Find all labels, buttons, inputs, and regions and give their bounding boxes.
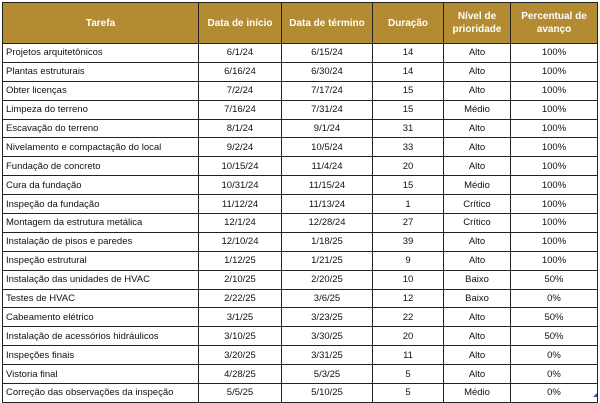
cell-duration[interactable]: 20	[373, 157, 444, 176]
cell-progress[interactable]: 100%	[511, 195, 598, 214]
selection-resize-handle[interactable]	[593, 393, 597, 397]
cell-start-date[interactable]: 10/15/24	[199, 157, 282, 176]
cell-priority[interactable]: Médio	[444, 384, 511, 403]
header-row	[3, 3, 598, 44]
table-row	[3, 289, 598, 308]
cell-task[interactable]: Vistoria final	[3, 365, 199, 384]
cell-end-date[interactable]: 1/21/25	[282, 251, 373, 270]
cell-end-date[interactable]: 3/23/25	[282, 308, 373, 327]
cell-end-date[interactable]: 3/6/25	[282, 289, 373, 308]
cell-progress[interactable]: 100%	[511, 214, 598, 233]
cell-start-date[interactable]: 11/12/24	[199, 195, 282, 214]
cell-end-date[interactable]: 5/3/25	[282, 365, 373, 384]
cell-duration[interactable]: 11	[373, 346, 444, 365]
cell-task[interactable]: Limpeza do terreno	[3, 100, 199, 119]
cell-priority[interactable]: Médio	[444, 176, 511, 195]
cell-priority[interactable]: Alto	[444, 119, 511, 138]
cell-end-date[interactable]: 3/31/25	[282, 346, 373, 365]
cell-progress[interactable]: 100%	[511, 157, 598, 176]
cell-priority[interactable]: Alto	[444, 44, 511, 63]
cell-start-date[interactable]: 10/31/24	[199, 176, 282, 195]
table-row	[3, 270, 598, 289]
cell-task[interactable]: Inspeções finais	[3, 346, 199, 365]
cell-progress[interactable]: 0%	[511, 365, 598, 384]
cell-progress[interactable]: 100%	[511, 62, 598, 81]
cell-priority[interactable]: Alto	[444, 138, 511, 157]
cell-start-date[interactable]: 9/2/24	[199, 138, 282, 157]
table-row	[3, 251, 598, 270]
table-row	[3, 81, 598, 100]
cell-task[interactable]: Inspeção estrutural	[3, 251, 199, 270]
task-schedule-table	[2, 2, 598, 403]
cell-end-date[interactable]: 6/30/24	[282, 62, 373, 81]
cell-duration[interactable]: 31	[373, 119, 444, 138]
table-row	[3, 346, 598, 365]
header-column-duration[interactable]: Duração	[373, 3, 444, 44]
table-header	[3, 3, 598, 44]
table-row	[3, 232, 598, 251]
cell-end-date[interactable]: 11/13/24	[282, 195, 373, 214]
header-column-start-date[interactable]: Data de início	[199, 3, 282, 44]
cell-task[interactable]: Nivelamento e compactação do local	[3, 138, 199, 157]
cell-progress[interactable]: 50%	[511, 327, 598, 346]
cell-progress[interactable]: 100%	[511, 232, 598, 251]
cell-progress[interactable]: 0%	[511, 346, 598, 365]
cell-priority[interactable]: Alto	[444, 157, 511, 176]
cell-progress[interactable]: 100%	[511, 44, 598, 63]
cell-end-date[interactable]: 10/5/24	[282, 138, 373, 157]
cell-end-date[interactable]: 7/17/24	[282, 81, 373, 100]
cell-start-date[interactable]: 3/10/25	[199, 327, 282, 346]
cell-start-date[interactable]: 8/1/24	[199, 119, 282, 138]
table-row	[3, 44, 598, 63]
table-row	[3, 119, 598, 138]
cell-start-date[interactable]: 12/10/24	[199, 232, 282, 251]
cell-priority[interactable]: Crítico	[444, 195, 511, 214]
table-row	[3, 157, 598, 176]
cell-task[interactable]: Montagem da estrutura metálica	[3, 214, 199, 233]
table-row	[3, 176, 598, 195]
cell-end-date[interactable]: 3/30/25	[282, 327, 373, 346]
header-column-task[interactable]: Tarefa	[3, 3, 199, 44]
cell-priority[interactable]: Médio	[444, 100, 511, 119]
cell-duration[interactable]: 14	[373, 44, 444, 63]
cell-duration[interactable]: 5	[373, 365, 444, 384]
cell-end-date[interactable]: 7/31/24	[282, 100, 373, 119]
table-body	[3, 44, 598, 403]
cell-end-date[interactable]: 5/10/25	[282, 384, 373, 403]
cell-end-date[interactable]: 11/4/24	[282, 157, 373, 176]
cell-duration[interactable]: 20	[373, 327, 444, 346]
cell-duration[interactable]: 5	[373, 384, 444, 403]
table-row	[3, 365, 598, 384]
cell-start-date[interactable]: 6/16/24	[199, 62, 282, 81]
cell-task[interactable]: Fundação de concreto	[3, 157, 199, 176]
cell-duration[interactable]: 9	[373, 251, 444, 270]
header-column-end-date[interactable]: Data de término	[282, 3, 373, 44]
cell-start-date[interactable]: 1/12/25	[199, 251, 282, 270]
cell-progress[interactable]: 100%	[511, 176, 598, 195]
cell-priority[interactable]: Alto	[444, 327, 511, 346]
cell-progress[interactable]: 0%	[511, 384, 598, 403]
cell-task[interactable]: Escavação do terreno	[3, 119, 199, 138]
cell-priority[interactable]: Crítico	[444, 214, 511, 233]
cell-priority[interactable]: Alto	[444, 308, 511, 327]
cell-progress[interactable]: 100%	[511, 119, 598, 138]
cell-start-date[interactable]: 3/20/25	[199, 346, 282, 365]
cell-task[interactable]: Projetos arquitetônicos	[3, 44, 199, 63]
cell-task[interactable]: Instalação de acessórios hidráulicos	[3, 327, 199, 346]
table-row	[3, 308, 598, 327]
table-row	[3, 195, 598, 214]
table-row	[3, 100, 598, 119]
cell-progress[interactable]: 0%	[511, 289, 598, 308]
table-row	[3, 62, 598, 81]
cell-priority[interactable]: Alto	[444, 62, 511, 81]
cell-progress[interactable]: 100%	[511, 251, 598, 270]
cell-start-date[interactable]: 2/22/25	[199, 289, 282, 308]
table-row	[3, 214, 598, 233]
cell-end-date[interactable]: 2/20/25	[282, 270, 373, 289]
cell-priority[interactable]: Baixo	[444, 270, 511, 289]
cell-progress[interactable]: 100%	[511, 81, 598, 100]
cell-task[interactable]: Cabeamento elétrico	[3, 308, 199, 327]
cell-priority[interactable]: Alto	[444, 346, 511, 365]
cell-duration[interactable]: 14	[373, 62, 444, 81]
cell-duration[interactable]: 15	[373, 176, 444, 195]
cell-task[interactable]: Correção das observações da inspeção	[3, 384, 199, 403]
cell-progress[interactable]: 50%	[511, 308, 598, 327]
cell-start-date[interactable]: 4/28/25	[199, 365, 282, 384]
table-row	[3, 327, 598, 346]
cell-task[interactable]: Cura da fundação	[3, 176, 199, 195]
cell-start-date[interactable]: 7/16/24	[199, 100, 282, 119]
cell-duration[interactable]: 33	[373, 138, 444, 157]
cell-start-date[interactable]: 3/1/25	[199, 308, 282, 327]
table-row	[3, 138, 598, 157]
cell-priority[interactable]: Alto	[444, 232, 511, 251]
cell-priority[interactable]: Alto	[444, 365, 511, 384]
cell-duration[interactable]: 15	[373, 81, 444, 100]
cell-end-date[interactable]: 12/28/24	[282, 214, 373, 233]
cell-end-date[interactable]: 6/15/24	[282, 44, 373, 63]
cell-task[interactable]: Inspeção da fundação	[3, 195, 199, 214]
cell-end-date[interactable]: 1/18/25	[282, 232, 373, 251]
cell-duration[interactable]: 39	[373, 232, 444, 251]
cell-task[interactable]: Plantas estruturais	[3, 62, 199, 81]
cell-task[interactable]: Instalação de pisos e paredes	[3, 232, 199, 251]
cell-priority[interactable]: Baixo	[444, 289, 511, 308]
cell-progress[interactable]: 50%	[511, 270, 598, 289]
cell-duration[interactable]: 15	[373, 100, 444, 119]
cell-progress[interactable]: 100%	[511, 138, 598, 157]
cell-priority[interactable]: Alto	[444, 251, 511, 270]
cell-duration[interactable]: 22	[373, 308, 444, 327]
header-column-priority[interactable]: Nível de prioridade	[444, 3, 511, 44]
cell-task[interactable]: Obter licenças	[3, 81, 199, 100]
cell-end-date[interactable]: 11/15/24	[282, 176, 373, 195]
cell-start-date[interactable]: 12/1/24	[199, 214, 282, 233]
header-column-progress[interactable]: Percentual de avanço	[511, 3, 598, 44]
cell-duration[interactable]: 27	[373, 214, 444, 233]
cell-task[interactable]: Testes de HVAC	[3, 289, 199, 308]
cell-duration[interactable]: 1	[373, 195, 444, 214]
cell-duration[interactable]: 10	[373, 270, 444, 289]
cell-end-date[interactable]: 9/1/24	[282, 119, 373, 138]
cell-task[interactable]: Instalação das unidades de HVAC	[3, 270, 199, 289]
cell-duration[interactable]: 12	[373, 289, 444, 308]
cell-priority[interactable]: Alto	[444, 81, 511, 100]
cell-start-date[interactable]: 2/10/25	[199, 270, 282, 289]
cell-start-date[interactable]: 6/1/24	[199, 44, 282, 63]
cell-start-date[interactable]: 5/5/25	[199, 384, 282, 403]
cell-start-date[interactable]: 7/2/24	[199, 81, 282, 100]
cell-progress[interactable]: 100%	[511, 100, 598, 119]
